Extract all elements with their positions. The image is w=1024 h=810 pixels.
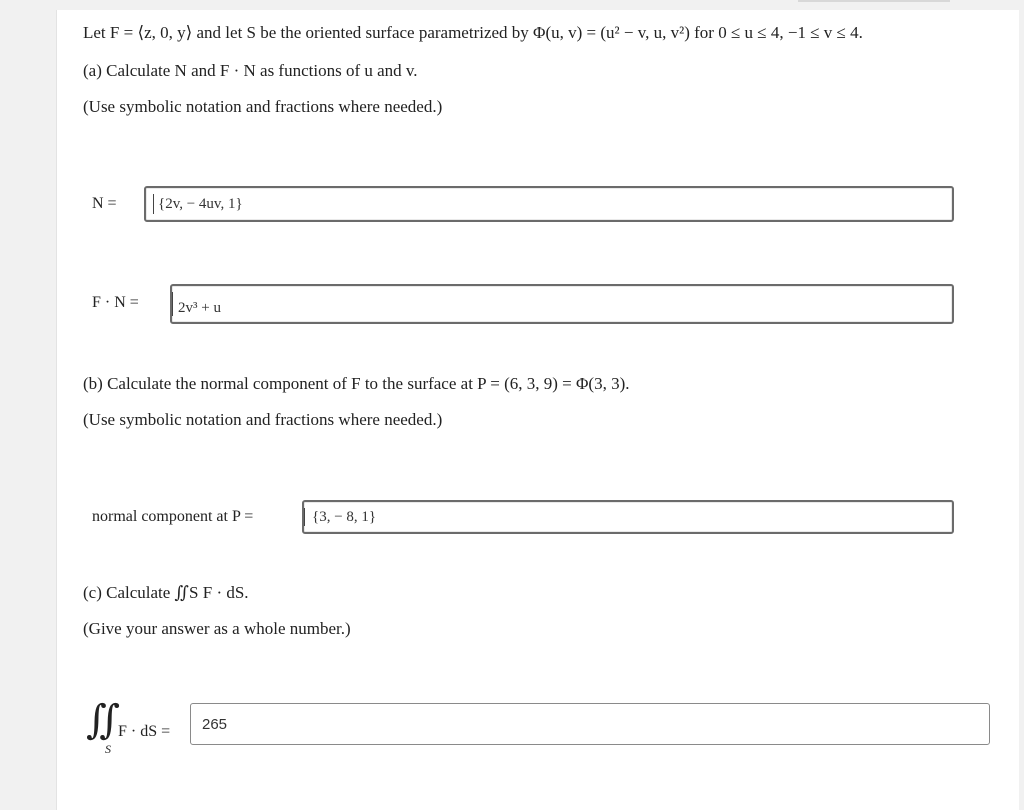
fn-answer-input[interactable] — [170, 284, 954, 324]
n-label: N = — [92, 195, 117, 212]
double-integral-symbol: ∬ — [86, 697, 121, 742]
cursor-line — [172, 292, 173, 316]
cursor-line — [304, 508, 305, 526]
part-a-prompt: (a) Calculate N and F · N as functions of u and v. — [83, 61, 418, 80]
normal-component-value: {3, − 8, 1} — [312, 509, 377, 525]
integral-label: F · dS = — [118, 723, 171, 740]
fn-label: F · N = — [92, 294, 139, 311]
integral-answer-input[interactable] — [190, 703, 990, 745]
normal-component-label: normal component at P = — [92, 508, 254, 525]
part-b-note: (Use symbolic notation and fractions where needed.) — [83, 410, 443, 429]
cursor-line — [153, 194, 154, 214]
top-scroll-indicator — [798, 0, 950, 2]
n-answer-input[interactable] — [144, 186, 954, 222]
fn-answer-value: 2v³ + u — [178, 300, 221, 316]
part-b-prompt: (b) Calculate the normal component of F to the surface at P = (6, 3, 9) = Φ(3, 3). — [83, 374, 630, 393]
integral-answer-value: 265 — [202, 716, 228, 733]
n-answer-value: {2v, − 4uv, 1} — [158, 196, 243, 212]
part-c-prompt: (c) Calculate ∬S F · dS. — [83, 583, 249, 602]
problem-statement: Let F = ⟨z, 0, y⟩ and let S be the oriented surface parametrized by Φ(u, v) = (u² − v, u, v²) for 0 ≤ u ≤ 4, −1 ≤ v ≤ 4. — [83, 23, 863, 42]
part-a-note: (Use symbolic notation and fractions where needed.) — [83, 97, 443, 116]
integral-subscript: S — [105, 742, 111, 756]
part-c-note: (Give your answer as a whole number.) — [83, 619, 351, 638]
normal-component-input[interactable] — [302, 500, 954, 534]
